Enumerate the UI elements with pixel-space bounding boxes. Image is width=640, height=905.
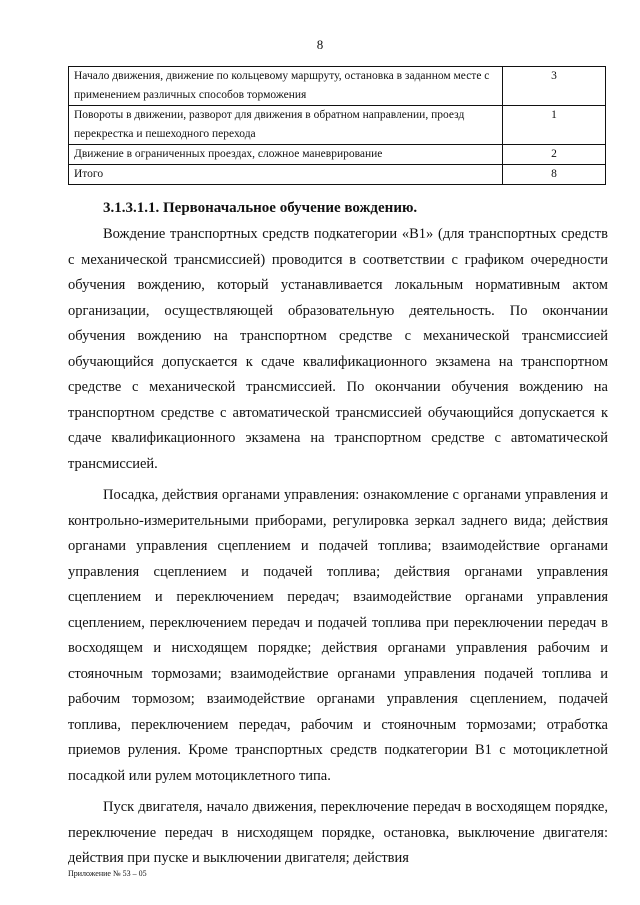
table-cell-hours: 1 [503,106,606,145]
table-cell-hours: 8 [503,165,606,185]
paragraph: Пуск двигателя, начало движения, переключение передач в восходящем порядке, переключение передач в нисходящем порядке, остановка, выключение двигателя: действия при пуске и выключении двигателя; действия [68,799,608,866]
table-row [69,67,606,106]
body-text [68,222,608,872]
page-footer: Приложение № 53 – 05 [68,869,147,878]
paragraph: Посадка, действия органами управления: ознакомление с органами управления и контрольно-измерительными приборами, регулировка зеркал заднего вида; действия органами управления сцеплением и подачей топлива; взаимодействие органами управления сцеплением и подачей топлива; действия органами управления сцеплением и переключением передач; взаимодействие органами управления сцеплением, переключением передач и подачей топлива при переключении передач в восходящем и нисходящем порядке; действия органами управления рабочим и стояночным тормозами; взаимодействие органами управления подачей топлива и рабочим тормозом; взаимодействие органами управления сцеплением, подачей топлива, переключением передач, рабочим и стояночным тормозами; отработка приемов руления. Кроме транспортных средств подкатегории B1 с мотоциклетной посадкой или рулем мотоциклетного типа. [68,487,608,784]
table-cell-topic: Движение в ограниченных проездах, сложное маневрирование [69,145,503,165]
table-cell-topic: Повороты в движении, разворот для движения в обратном направлении, проезд перекрестка и пешеходного перехода [69,106,503,145]
table-cell-topic: Итого [69,165,503,185]
section-heading: 3.1.3.1.1. Первоначальное обучение вождению. [103,200,418,216]
table-cell-topic: Начало движения, движение по кольцевому маршруту, остановка в заданном месте с применением различных способов торможения [69,67,503,106]
paragraph: Вождение транспортных средств подкатегории «B1» (для транспортных средств с механической трансмиссией) проводится в соответствии с графиком очередности обучения вождению, который устанавливается локальным нормативным актом организации, осуществляющей образовательную деятельность. По окончании обучения вождению на транспортном средстве с механической трансмиссией обучающийся допускается к сдаче квалификационного экзамена на транспортном средстве с механической трансмиссией. По окончании обучения вождению на транспортном средстве с автоматической трансмиссией обучающийся допускается к сдаче квалификационного экзамена на транспортном средстве с автоматической трансмиссией. [68,226,608,472]
table-row [69,145,606,165]
table-cell-hours: 2 [503,145,606,165]
table-row [69,165,606,185]
table-cell-hours: 3 [503,67,606,106]
table-row [69,106,606,145]
page-number: 8 [316,37,324,52]
hours-table [68,66,606,185]
